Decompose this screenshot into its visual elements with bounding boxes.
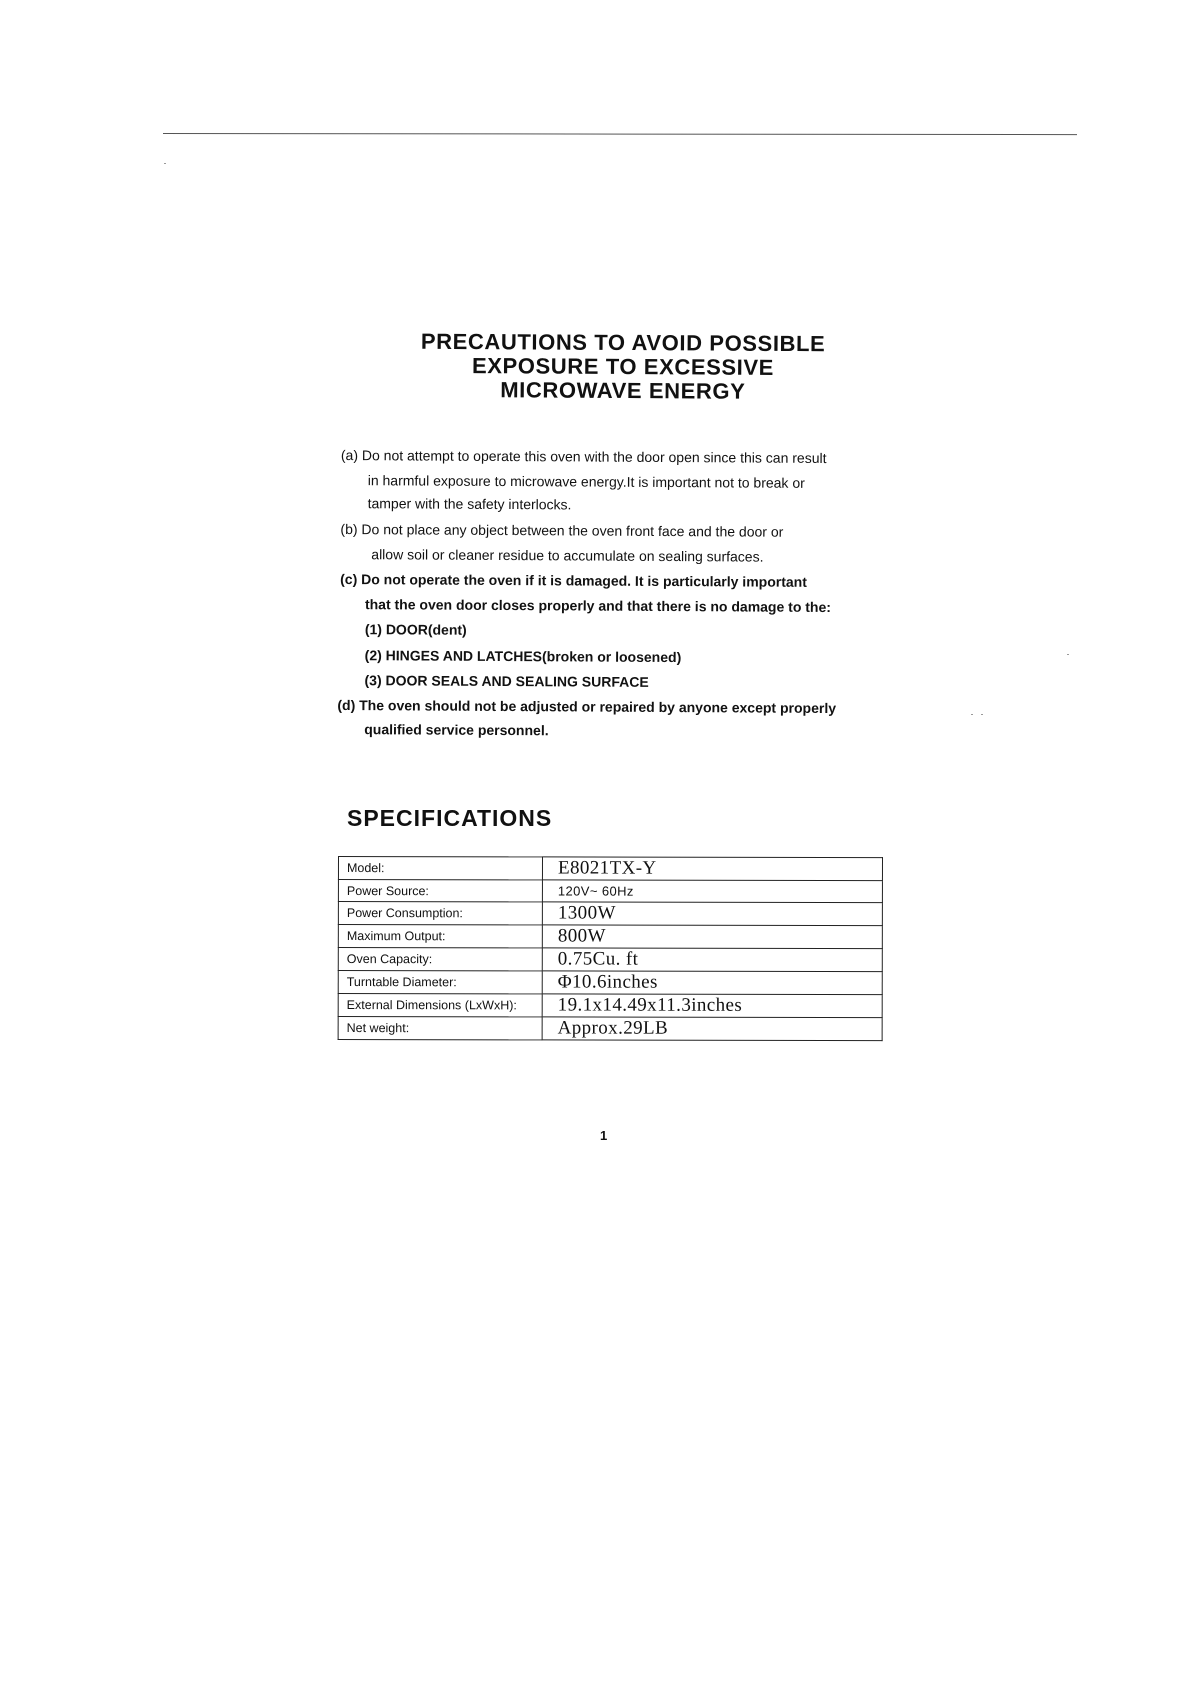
spec-value: Φ10.6inches — [542, 971, 882, 995]
spec-label: External Dimensions (LxWxH): — [338, 994, 542, 1017]
header-rule — [163, 133, 1077, 135]
precaution-b-line-1: (b) Do not place any object between the oven front face and the door or — [340, 521, 784, 540]
table-row — [338, 994, 882, 1018]
spec-value: 1300W — [542, 902, 882, 926]
spec-value: 0.75Cu. ft — [542, 948, 882, 972]
precaution-a-line-3: tamper with the safety interlocks. — [367, 495, 572, 513]
spec-label: Power Source: — [338, 880, 542, 902]
precaution-a-line-1: (a) Do not attempt to operate this oven with the door open since this can result — [340, 447, 827, 466]
table-row — [338, 857, 882, 881]
spec-value: 19.1x14.49x11.3inches — [542, 994, 882, 1018]
precaution-b-line-2: allow soil or cleaner residue to accumulate on sealing surfaces. — [371, 546, 764, 565]
precaution-c-item-2: (2) HINGES AND LATCHES(broken or loosened) — [364, 647, 682, 666]
spec-label: Oven Capacity: — [338, 948, 542, 971]
page-number: 1 — [600, 1128, 608, 1143]
precaution-a-line-2: in harmful exposure to microwave energy.It is important not to break or — [367, 472, 805, 491]
spec-value: 120V~ 60Hz — [542, 880, 882, 903]
table-row — [338, 948, 882, 972]
spec-label: Model: — [338, 857, 542, 880]
table-row — [338, 902, 882, 926]
title-line-2: EXPOSURE TO EXCESSIVE — [471, 353, 775, 380]
spec-label: Net weight: — [338, 1017, 542, 1040]
table-row — [338, 925, 882, 949]
precaution-c-line-2: that the oven door closes properly and that there is no damage to the: — [364, 596, 832, 616]
scan-speck — [1067, 654, 1069, 655]
precaution-d-line-2: qualified service personnel. — [364, 721, 549, 739]
spec-label: Maximum Output: — [338, 925, 542, 948]
precaution-c-line-1: (c) Do not operate the oven if it is damaged. It is particularly important — [340, 571, 807, 590]
spec-label: Power Consumption: — [338, 902, 542, 925]
spec-value: E8021TX-Y — [542, 857, 882, 881]
spec-value: Approx.29LB — [542, 1017, 882, 1041]
precautions-list — [337, 441, 898, 739]
scan-speck — [971, 714, 973, 715]
page-title — [370, 329, 876, 404]
precaution-c-item-1: (1) DOOR(dent) — [364, 621, 467, 638]
title-line-3: MICROWAVE ENERGY — [500, 377, 746, 404]
table-row — [338, 880, 882, 903]
title-line-1: PRECAUTIONS TO AVOID POSSIBLE — [420, 328, 826, 357]
precaution-d-line-1: (d) The oven should not be adjusted or repaired by anyone except properly — [337, 697, 837, 717]
specifications-heading: SPECIFICATIONS — [347, 805, 553, 831]
spec-value: 800W — [542, 925, 882, 949]
table-row — [338, 971, 882, 995]
precaution-c-item-3: (3) DOOR SEALS AND SEALING SURFACE — [364, 672, 649, 690]
spec-label: Turntable Diameter: — [338, 971, 542, 994]
scan-speck — [981, 714, 983, 715]
scan-speck — [164, 163, 166, 164]
specifications-table — [338, 856, 883, 1041]
table-row — [338, 1017, 882, 1041]
